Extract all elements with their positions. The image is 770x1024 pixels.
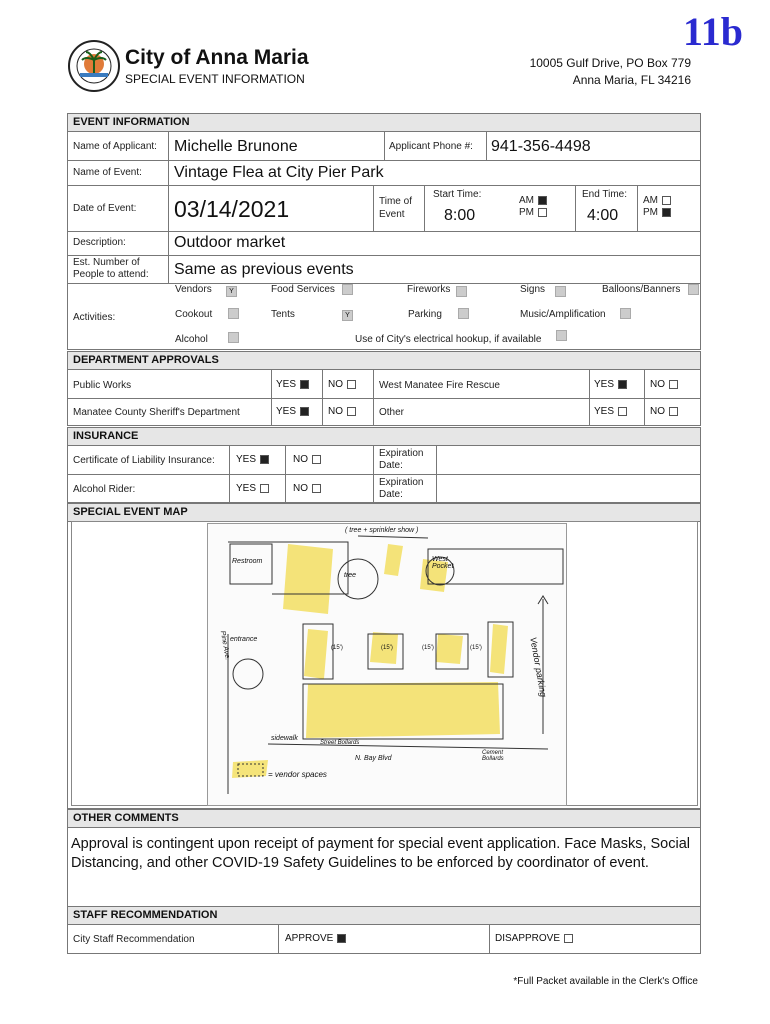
end-pm-checkbox[interactable] [662,208,671,217]
city-title: City of Anna Maria [125,46,309,69]
description-value[interactable]: Outdoor market [174,234,286,251]
signs-checkbox[interactable] [555,286,566,297]
other-no: NO [650,406,678,417]
event-label: Event [379,209,405,220]
comments-text[interactable]: Approval is contingent upon receipt of payment for special event application. Face Masks, Social Distancing, and other COVID-19 Safety Guidelines to be enforced by coordinator of event. [71,836,691,871]
fire-yes: YES [594,379,627,390]
activity-signs: Signs [520,284,546,295]
footer-note: *Full Packet available in the Clerk's Office [513,976,698,987]
section-staff-recommendation: STAFF RECOMMENDATION [67,906,701,925]
rider-yes: YES [236,483,269,494]
est-people-value[interactable]: Same as previous events [174,261,354,278]
disapprove-checkbox[interactable] [564,934,573,943]
map-label-street-bollards: Street Bollards [320,740,360,746]
est-people-label-2: People to attend: [73,269,149,280]
approve-checkbox[interactable] [337,934,346,943]
alcohol-rider-label: Alcohol Rider: [73,484,136,495]
vendors-checkbox[interactable]: Y [226,286,237,297]
alcohol-checkbox[interactable] [228,332,239,343]
map-spacing-3: (15') [422,645,434,651]
rider-no-checkbox[interactable] [312,484,321,493]
map-label-bay-blvd: N. Bay Blvd [355,755,392,762]
event-info-table [67,131,701,350]
staff-recommendation-label: City Staff Recommendation [73,934,195,945]
other-dept-label: Other [379,407,405,418]
activity-cookout: Cookout [175,309,213,320]
start-am-label: AM [519,195,547,206]
map-label-tree: tree [344,572,357,579]
section-event-information: EVENT INFORMATION [67,113,701,132]
approve-option: APPROVE [285,933,346,944]
event-date-value[interactable]: 03/14/2021 [174,196,290,222]
liability-yes-checkbox[interactable] [260,455,269,464]
cookout-checkbox[interactable] [228,308,239,319]
city-seal [68,40,120,92]
section-special-event-map: SPECIAL EVENT MAP [67,503,701,522]
map-label-west-pocket: West Pocket [432,556,454,570]
public-works-yes: YES [276,379,309,390]
activity-electrical: Use of City's electrical hookup, if available [355,334,542,345]
start-pm-label: PM [519,207,547,218]
phone-value[interactable]: 941-356-4498 [491,138,591,155]
section-insurance: INSURANCE [67,427,701,446]
sheriff-no: NO [328,406,356,417]
other-no-checkbox[interactable] [669,407,678,416]
activity-alcohol: Alcohol [175,334,208,345]
map-label-entrance: entrance [230,636,258,643]
end-time-label: End Time: [582,189,628,200]
page-tag: 11b [683,9,744,54]
map-label-restroom: Restroom [232,558,263,565]
rider-exp-label-2: Date: [379,489,403,500]
address-line-1: 10005 Gulf Drive, PO Box 779 [529,56,691,70]
activities-label: Activities: [73,312,116,323]
map-label-cement-bollards: Cement Bollards [482,750,504,762]
other-yes: YES [594,406,627,417]
map-spacing-2: (15') [381,645,393,651]
disapprove-option: DISAPPROVE [495,933,573,944]
map-label-vendor-parking: Vendor parking [528,636,549,698]
est-people-label-1: Est. Number of [73,257,140,268]
liability-yes: YES [236,454,269,465]
map-spacing-4: (15') [470,645,482,651]
map-label-top-note: ( tree + sprinkler show ) [345,527,419,534]
activity-vendors: Vendors [175,284,212,295]
public-works-yes-checkbox[interactable] [300,380,309,389]
liability-no-checkbox[interactable] [312,455,321,464]
fire-no-checkbox[interactable] [669,380,678,389]
music-checkbox[interactable] [620,308,631,319]
applicant-value[interactable]: Michelle Brunone [174,138,298,155]
fireworks-checkbox[interactable] [456,286,467,297]
activity-food-services: Food Services [271,284,335,295]
activity-tents: Tents [271,309,295,320]
liability-exp-label-2: Date: [379,460,403,471]
rider-no: NO [293,483,321,494]
fire-no: NO [650,379,678,390]
map-label-pine-ave: Pine Ave. [218,630,231,661]
liability-exp-label-1: Expiration [379,448,424,459]
event-name-value[interactable]: Vintage Flea at City Pier Park [174,164,384,181]
other-yes-checkbox[interactable] [618,407,627,416]
form-subtitle: SPECIAL EVENT INFORMATION [125,72,305,86]
sheriff-no-checkbox[interactable] [347,407,356,416]
start-time-label: Start Time: [433,189,482,200]
electrical-checkbox[interactable] [556,330,567,341]
start-am-checkbox[interactable] [538,196,547,205]
activity-balloons: Balloons/Banners [602,284,681,295]
activity-music: Music/Amplification [520,309,606,320]
start-pm-checkbox[interactable] [538,208,547,217]
public-works-no: NO [328,379,356,390]
description-label: Description: [73,237,126,248]
public-works-no-checkbox[interactable] [347,380,356,389]
public-works-label: Public Works [73,380,132,391]
sheriff-label: Manatee County Sheriff's Department [73,407,240,418]
map-label-sidewalk: sidewalk [271,735,298,742]
fire-rescue-label: West Manatee Fire Rescue [379,380,500,391]
activity-parking: Parking [408,309,442,320]
event-date-label: Date of Event: [73,203,137,214]
end-time-value[interactable]: 4:00 [587,207,619,224]
section-department-approvals: DEPARTMENT APPROVALS [67,351,701,370]
rider-exp-label-1: Expiration [379,477,424,488]
tents-checkbox[interactable]: Y [342,310,353,321]
time-of-label: Time of [379,196,412,207]
activity-fireworks: Fireworks [407,284,451,295]
map-legend: = vendor spaces [268,770,327,779]
applicant-label: Name of Applicant: [73,141,157,152]
sheriff-yes: YES [276,406,309,417]
fire-yes-checkbox[interactable] [618,380,627,389]
section-other-comments: OTHER COMMENTS [67,809,701,828]
event-name-label: Name of Event: [73,167,142,178]
balloons-checkbox[interactable] [688,284,699,295]
start-time-value[interactable]: 8:00 [444,207,476,224]
rider-yes-checkbox[interactable] [260,484,269,493]
end-am-label: AM [643,195,671,206]
food-services-checkbox[interactable] [342,284,353,295]
phone-label: Applicant Phone #: [389,141,473,152]
site-map-sketch [207,523,567,806]
liability-label: Certificate of Liability Insurance: [73,455,215,466]
end-pm-label: PM [643,207,671,218]
end-am-checkbox[interactable] [662,196,671,205]
map-spacing-1: (15') [331,645,343,651]
liability-no: NO [293,454,321,465]
sheriff-yes-checkbox[interactable] [300,407,309,416]
address-line-2: Anna Maria, FL 34216 [572,73,691,87]
parking-checkbox[interactable] [458,308,469,319]
